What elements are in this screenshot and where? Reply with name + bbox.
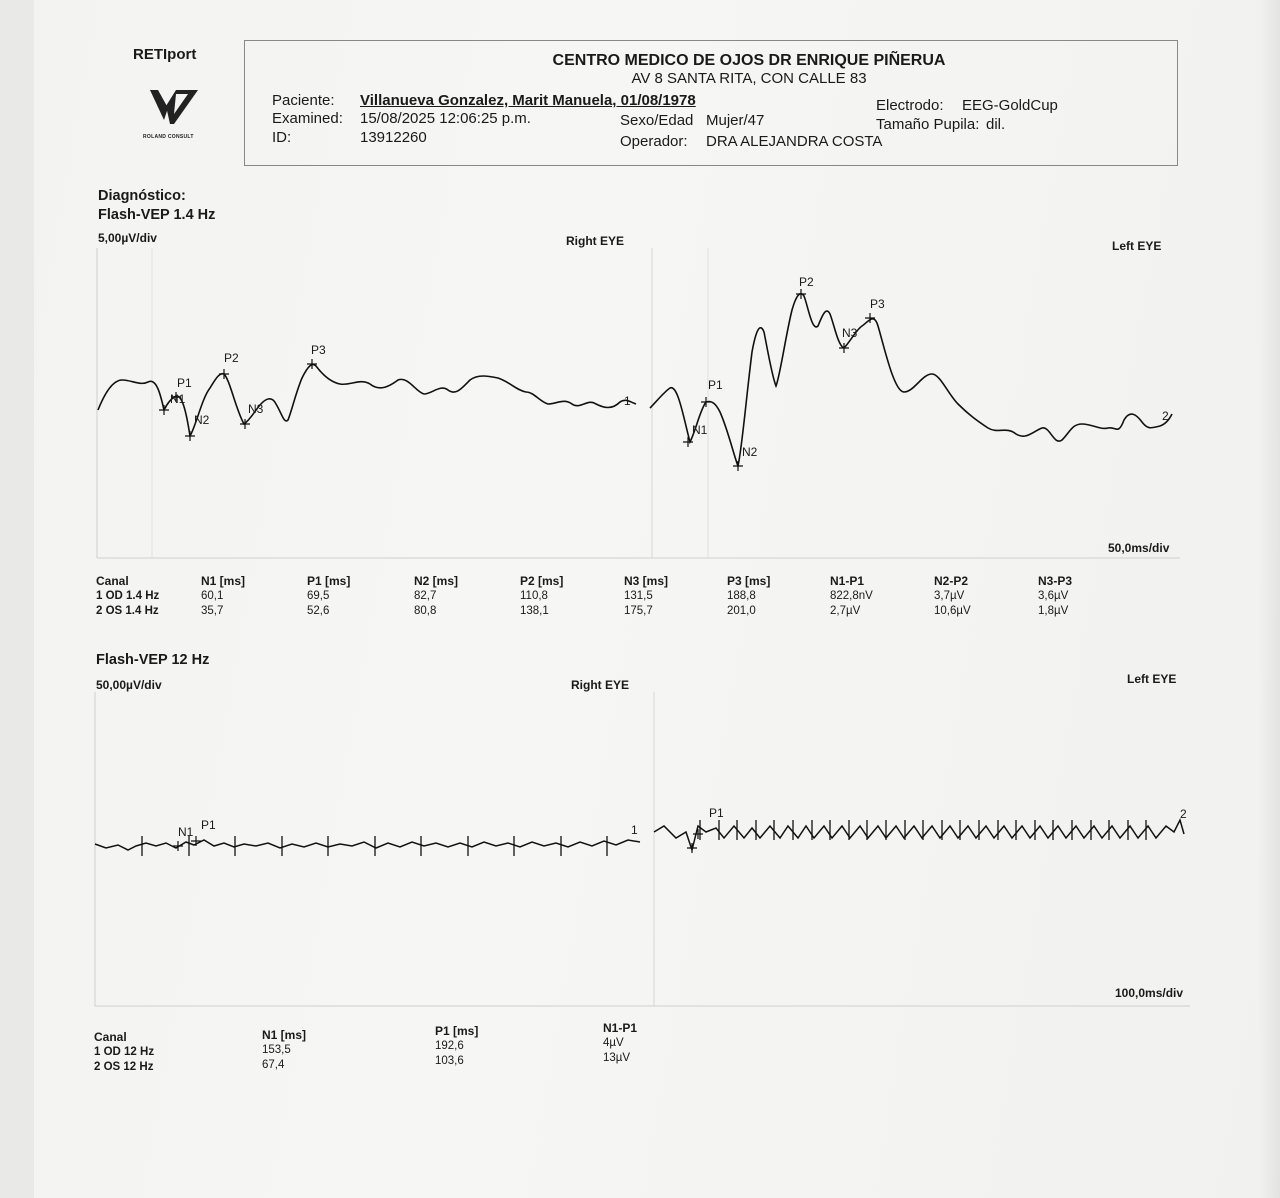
section1-left-eye: Left EYE — [1112, 239, 1162, 253]
peak-cross-marker — [185, 431, 195, 441]
s2-trace-left-eye — [654, 820, 1184, 850]
id-label: ID: — [272, 129, 292, 146]
s1-td: 80,8 — [414, 605, 437, 617]
patient-label: Paciente: — [272, 92, 335, 109]
section1-y-scale: 5,00µV/div — [98, 231, 157, 245]
peak-cross-marker — [701, 397, 711, 407]
pupil-label: Tamaño Pupila: — [876, 116, 980, 133]
s1-trace2-end-label: 2 — [1162, 409, 1169, 423]
s1-th: P1 [ms] — [307, 574, 351, 588]
clinic-address: AV 8 SANTA RITA, CON CALLE 83 — [631, 70, 867, 87]
s2-trace-right-eye — [95, 840, 640, 850]
s1-td: 1,8µV — [1038, 605, 1069, 617]
s1-td: 131,5 — [624, 590, 653, 602]
s1-mark-l-n2: N2 — [742, 445, 758, 459]
s2-td: 153,5 — [262, 1044, 291, 1056]
s2-th: P1 [ms] — [435, 1024, 479, 1038]
logo-subtitle: ROLAND CONSULT — [143, 134, 194, 140]
s2-table-col-canal — [94, 1030, 154, 1075]
s1-td: 822,8nV — [830, 590, 873, 602]
id-value: 13912260 — [360, 129, 427, 146]
examined-label: Examined: — [272, 110, 343, 127]
s1-th: P3 [ms] — [727, 574, 771, 588]
peak-cross-marker — [219, 369, 229, 379]
s1-td: 52,6 — [307, 605, 330, 617]
s1-mark-r-p3: P3 — [311, 343, 326, 357]
s1-td: 10,6µV — [934, 605, 971, 617]
s2-td: 1 OD 12 Hz — [94, 1046, 155, 1058]
s1-table-col-p1 — [307, 574, 350, 619]
section2-title: Flash-VEP 12 Hz — [96, 652, 210, 668]
peak-cross-marker — [687, 843, 697, 853]
s2-td: 4µV — [603, 1037, 624, 1049]
sex-age-label: Sexo/Edad — [620, 112, 694, 129]
section2-y-scale: 50,00µV/div — [96, 678, 162, 692]
section2-right-eye: Right EYE — [571, 678, 630, 692]
peak-markers — [159, 289, 875, 853]
s2-th: N1-P1 — [603, 1021, 638, 1035]
s1-mark-l-n3: N3 — [842, 326, 858, 340]
examined-value: 15/08/2025 12:06:25 p.m. — [360, 110, 531, 127]
s1-th: N3 [ms] — [624, 574, 669, 588]
s2-td: 2 OS 12 Hz — [94, 1061, 154, 1073]
section1-x-scale: 50,0ms/div — [1108, 541, 1170, 555]
s1-td: 110,8 — [520, 590, 548, 602]
s1-mark-r-n3: N3 — [248, 402, 264, 416]
s1-th: Canal — [96, 574, 129, 588]
peak-cross-marker — [173, 841, 183, 851]
s2-td: 192,6 — [435, 1040, 464, 1052]
s2-th: Canal — [94, 1030, 127, 1044]
s1-td: 82,7 — [414, 590, 437, 602]
s2-table-col-p1 — [435, 1024, 478, 1069]
s2-mark-r-p1: P1 — [201, 818, 216, 832]
s1-mark-r-p2: P2 — [224, 351, 239, 365]
section2-left-eye: Left EYE — [1127, 672, 1177, 686]
s1-table-col-n3 — [624, 574, 668, 619]
clinic-name: CENTRO MEDICO DE OJOS DR ENRIQUE PIÑERUA — [552, 52, 946, 69]
s2-mark-l-p1: P1 — [709, 806, 724, 820]
sex-age-value: Mujer/47 — [706, 112, 765, 129]
operator-label: Operador: — [620, 133, 688, 150]
s1-td: 60,1 — [201, 590, 224, 602]
s1-table-col-n2 — [414, 574, 458, 619]
s1-td: 138,1 — [520, 605, 549, 617]
electrode-label: Electrodo: — [876, 97, 944, 114]
s2-table-col-n1p1 — [603, 1021, 637, 1066]
diagnostic-label: Diagnóstico: — [98, 188, 186, 204]
operator-value: DRA ALEJANDRA COSTA — [706, 133, 883, 150]
s1-table-col-n3p3 — [1038, 574, 1072, 619]
s1-mark-r-n2: N2 — [194, 413, 210, 427]
s1-mark-l-n1: N1 — [692, 423, 708, 437]
section1-title: Flash-VEP 1.4 Hz — [98, 207, 216, 223]
s2-td: 67,4 — [262, 1059, 285, 1071]
s1-th: N2-P2 — [934, 574, 969, 588]
s1-trace-left-eye — [650, 294, 1172, 466]
s1-table-col-p3 — [727, 574, 770, 619]
section2-x-scale: 100,0ms/div — [1115, 986, 1184, 1000]
s1-th: N1 [ms] — [201, 574, 246, 588]
s1-td: 69,5 — [307, 590, 330, 602]
s1-th: N3-P3 — [1038, 574, 1073, 588]
peak-cross-marker — [159, 405, 169, 415]
s1-mark-l-p3: P3 — [870, 297, 885, 311]
s1-table-col-n1 — [201, 574, 245, 619]
s1-mark-l-p1: P1 — [708, 378, 723, 392]
s2-trace1-end-label: 1 — [631, 823, 638, 837]
s2-th: N1 [ms] — [262, 1028, 307, 1042]
s1-mark-r-n1: N1 — [170, 392, 186, 406]
s1-td: 175,7 — [624, 605, 653, 617]
s1-table-col-n1p1 — [830, 574, 873, 619]
s1-td: 35,7 — [201, 605, 224, 617]
section1-right-eye: Right EYE — [566, 234, 625, 248]
s1-mark-r-p1: P1 — [177, 376, 192, 390]
s1-table-col-p2 — [520, 574, 563, 619]
s2-table-col-n1 — [262, 1028, 306, 1073]
pupil-value: dil. — [986, 116, 1006, 133]
peak-cross-marker — [733, 461, 743, 471]
s2-td: 13µV — [603, 1052, 631, 1064]
s1-table-col-n2p2 — [934, 574, 971, 619]
electrode-value: EEG-GoldCup — [962, 97, 1058, 114]
s2-tick-marks — [142, 820, 1146, 856]
s2-td: 103,6 — [435, 1055, 464, 1067]
s1-td: 3,6µV — [1038, 590, 1069, 602]
s1-th: P2 [ms] — [520, 574, 564, 588]
s1-table-col-canal — [96, 574, 159, 619]
s1-td: 1 OD 1.4 Hz — [96, 590, 160, 602]
patient-value: Villanueva Gonzalez, Marit Manuela, 01/08/1978 — [360, 92, 696, 109]
s1-td: 201,0 — [727, 605, 756, 617]
s2-mark-r-n1: N1 — [178, 825, 194, 839]
s1-td: 188,8 — [727, 590, 756, 602]
s2-trace2-end-label: 2 — [1180, 807, 1187, 821]
s1-td: 3,7µV — [934, 590, 965, 602]
s1-th: N1-P1 — [830, 574, 865, 588]
s1-th: N2 [ms] — [414, 574, 459, 588]
logo-text: RETIport — [133, 46, 197, 63]
s1-trace1-end-label: 1 — [624, 394, 631, 408]
s1-td: 2,7µV — [830, 605, 861, 617]
s1-td: 2 OS 1.4 Hz — [96, 605, 159, 617]
s1-mark-l-p2: P2 — [799, 275, 814, 289]
